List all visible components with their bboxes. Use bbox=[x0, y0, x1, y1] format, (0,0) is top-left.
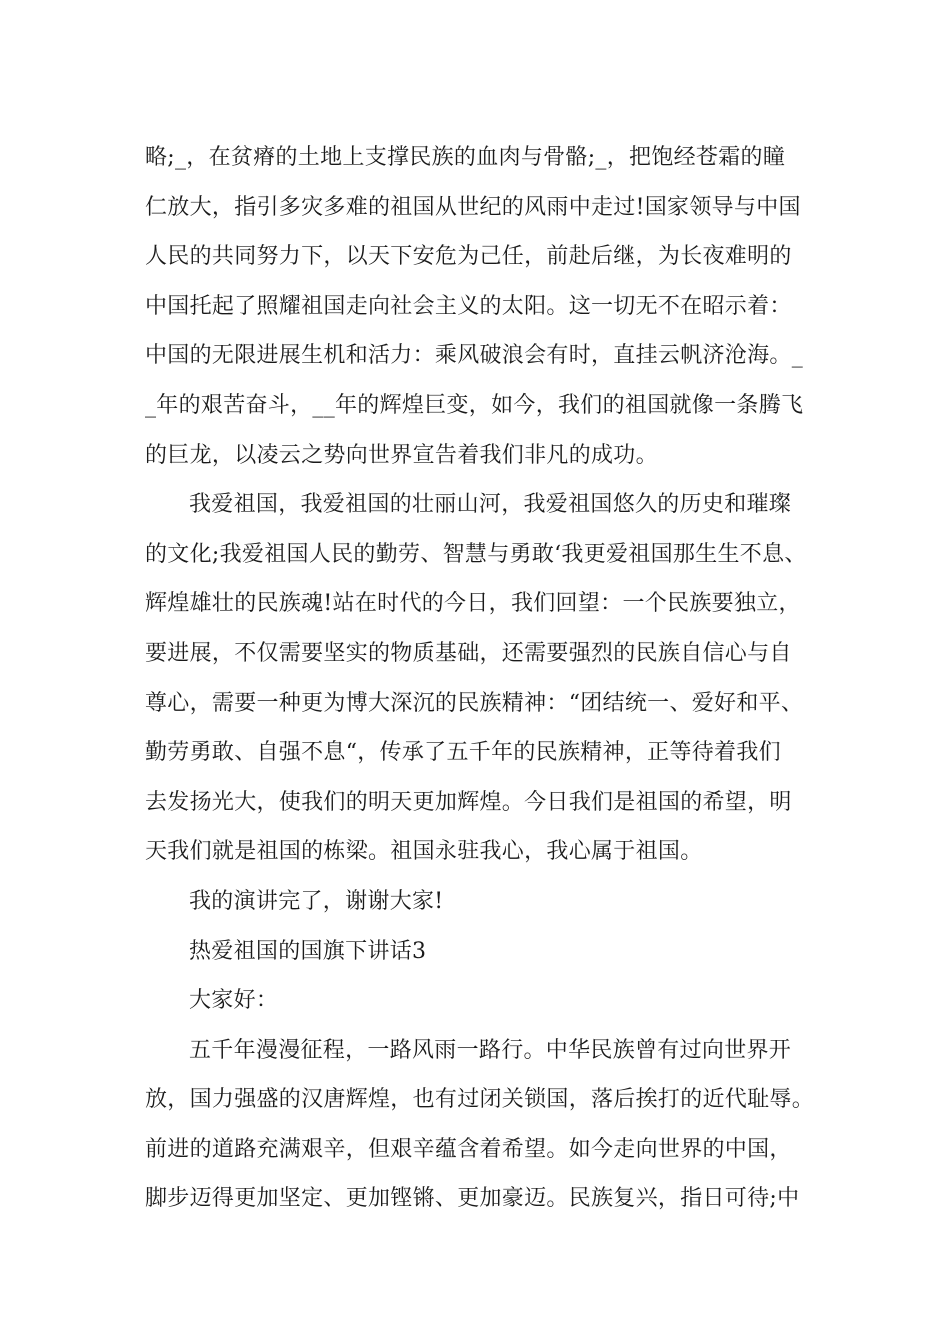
text-line: 放，国力强盛的汉唐辉煌，也有过闭关锁国，落后挨打的近代耻辱。 bbox=[145, 1087, 815, 1113]
text-line: 去发扬光大，使我们的明天更加辉煌。今日我们是祖国的希望，明 bbox=[145, 789, 792, 815]
text-line: _年的艰苦奋斗，__年的辉煌巨变，如今，我们的祖国就像一条腾飞 bbox=[145, 392, 804, 418]
text-line: 要进展，不仅需要坚实的物质基础，还需要强烈的民族自信心与自 bbox=[145, 640, 792, 666]
text-line: 中国托起了照耀祖国走向社会主义的太阳。这一切无不在昭示着： bbox=[145, 293, 792, 319]
text-line: 五千年漫漫征程，一路风雨一路行。中华民族曾有过向世界开 bbox=[189, 1037, 792, 1063]
text-line: 脚步迈得更加坚定、更加铿锵、更加豪迈。民族复兴，指日可待;中 bbox=[145, 1186, 800, 1212]
text-line: 前进的道路充满艰辛，但艰辛蕴含着希望。如今走向世界的中国， bbox=[145, 1136, 792, 1162]
text-line: 勤劳勇敢、自强不息“，传承了五千年的民族精神，正等待着我们 bbox=[145, 740, 781, 766]
text-line: 天我们就是祖国的栋梁。祖国永驻我心，我心属于祖国。 bbox=[145, 839, 703, 865]
text-line: 热爱祖国的国旗下讲话3 bbox=[189, 938, 427, 964]
text-line: 尊心，需要一种更为博大深沉的民族精神：“团结统一、爱好和平、 bbox=[145, 690, 804, 716]
text-line: 略;_，在贫瘠的土地上支撑民族的血肉与骨骼;_，把饱经苍霜的瞳 bbox=[145, 145, 786, 170]
text-line: 大家好： bbox=[189, 988, 279, 1014]
text-line: 中国的无限进展生机和活力：乘风破浪会有时，直挂云帆济沧海。_ bbox=[145, 343, 804, 369]
text-line: 我的演讲完了，谢谢大家! bbox=[189, 888, 444, 914]
text-line: 辉煌雄壮的民族魂!站在时代的今日，我们回望：一个民族要独立， bbox=[145, 591, 801, 617]
text-line: 人民的共同努力下，以天下安危为己任，前赴后继，为长夜难明的 bbox=[145, 244, 792, 270]
text-line: 的文化;我爱祖国人民的勤劳、智慧与勇敢‘我更爱祖国那生生不息、 bbox=[145, 541, 807, 567]
text-line: 仁放大，指引多灾多难的祖国从世纪的风雨中走过!国家领导与中国 bbox=[145, 194, 801, 220]
text-line: 我爱祖国，我爱祖国的壮丽山河，我爱祖国悠久的历史和璀璨 bbox=[189, 492, 792, 518]
text-line: 的巨龙，以凌云之势向世界宣告着我们非凡的成功。 bbox=[145, 442, 658, 468]
document-body bbox=[145, 133, 825, 1224]
